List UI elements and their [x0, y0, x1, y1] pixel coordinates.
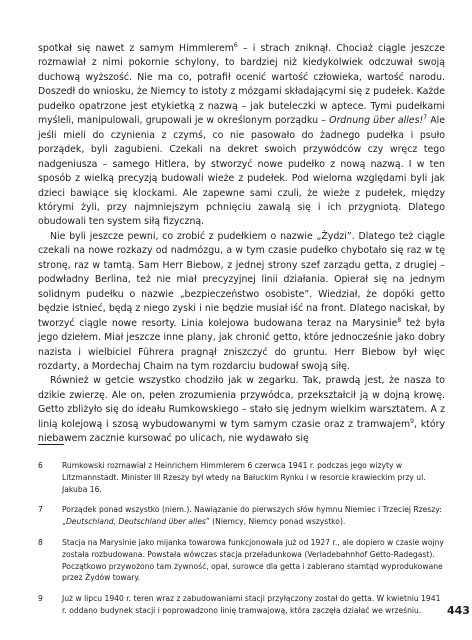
footnote-ref-9: 9	[410, 417, 414, 425]
page-number: 443	[447, 604, 470, 617]
footnote-6	[38, 460, 445, 495]
footnote-ref-7: 7	[423, 114, 428, 122]
footnote-text: Rumkowski rozmawiał z Heinrichem Himmlerem 6 czerwca 1941 r. podczas jego wizyty w Litzmannstadt. Minister III Rzeszy był wtedy na Bałuckim Rynku i w resorcie krawieckim przy ul. Jakuba 16.	[62, 461, 426, 494]
paragraph-text: Również w getcie wszystko chodziło jak w zegarku. Tak, prawdą jest, że nasza to dzikie zwierzę. Ale on, pełen zrozumienia przywódca, przekształcił ją w dojną krowę. Getto zbliżyło się do ideału Rumkowskiego – stało się jednym wielkim warsztatem. A z linią kolejową i szosą wybudowanymi w tym samym czasie oraz z tramwajem	[38, 375, 445, 430]
footnote-number: 6	[38, 461, 43, 470]
footnote-ref-6: 6	[233, 41, 238, 49]
paragraph-1	[38, 42, 445, 230]
italic-phrase: Deutschland, Deutschland über alles	[65, 517, 206, 527]
footnote-separator	[38, 444, 64, 445]
footnote-8	[38, 537, 445, 584]
footnote-number: 8	[38, 537, 43, 547]
paragraph-text: spotkał się nawet z samym Himmlerem	[38, 43, 234, 54]
footnote-7	[38, 504, 445, 528]
footnote-number: 9	[38, 594, 43, 604]
paragraph-3	[38, 374, 445, 446]
footnote-number: 7	[38, 505, 43, 515]
footnote-text-part: ” (Niemcy, Niemcy ponad wszystko).	[205, 517, 346, 527]
main-text	[38, 42, 445, 447]
footnote-text: Już w lipcu 1940 r. teren wraz z zabudowaniami stacji przyłączony został do getta. W kwietniu 1941 r. oddano budynek stacji i poprowadzono linię tramwajową, która zaczęła działać we wrześniu.	[62, 594, 441, 615]
footnote-text: Stacja na Marysinie jako mijanka towarowa funkcjonowała już od 1927 r., ale dopiero w czasie wojny została rozbudowana. Powstała wówczas stacja przeładunkowa (Verladebahnhof Getto-Radegast). Początkowo przywożono tam żywność, opał, surowce dla getta i zabierano stamtąd wyprodukowane przez Żydów towary.	[62, 537, 444, 583]
paragraph-text: Nie byli jeszcze pewni, co zrobić z pudełkiem o nazwie „Żydzi”. Dlatego też ciągle czekali na nowe rozkazy od nadmózgu, a w tym czasie pudełko chybotało się raz w tę stronę, raz w tamtą. Sam Herr Biebow, z jednej strony szef zarządu getta, z drugiej – podwładny Berlina, też nie miał precyzyjnej linii działania. Opierał się na jednym solidnym pudełku o nazwie „bezpieczeństwo osobiste”. Wiedział, że dopóki getto będzie istnieć, będą z niego zyski i nie będzie musiał iść na front. Dlatego naciskał, by tworzyć ciągle nowe resorty. Linia kolejowa budowana teraz na Marysinie	[38, 230, 445, 329]
footnote-text-part: Porządek ponad wszystko (niem.). Nawiązanie do pierwszych słów hymnu Niemiec i Trzeciej Rzeszy: „	[62, 505, 442, 527]
paragraph-text: Ale jeśli mieli do czynienia z czymś, co nie pasowało do żadnego pudełka i psuło porządek, byli zagubieni. Czekali na dekret swoich przywódców czy wręcz tego nadgeniusza – samego Hitlera, by stworzyć nowe pudełko z nową nazwą. I w ten sposób z wielką precyzją budowali wieże z pudełek. Pod wieloma względami byli jak dzieci bawiące się klockami. Ale zapewne sami czuli, że wieże z pudełek, między którymi żyli, przy najmniejszym pchnięciu zawalą się i ich przygniotą. Dlatego obudowali ten system siłą fizyczną.	[38, 115, 445, 228]
paragraph-text: – i strach zniknął. Chociaż ciągle jeszcze rozmawiał z nimi pokornie schylony, to bardziej niż kiedykolwiek odczuwał swoją duchową wyższość. Nie ma co, potrafił ocenić wartość człowieka, wartość narodu. Doszedł do wniosku, że Niemcy to istoty z mózgami składającymi się z pudełek. Każde pudełko opatrzone jest etykietką z nazwą – jak buteleczki w aptece. Tymi pudełkami myśleli, manipulowali, grupowali je w określonym porządku –	[38, 43, 446, 127]
footnote-text	[62, 504, 445, 528]
paragraph-text: , który niebawem zacznie kursować po ulicach, nie wydawało się	[38, 418, 445, 445]
italic-phrase: Ordnung über alles!	[329, 115, 424, 127]
paragraph-2	[38, 230, 445, 375]
footnote-ref-8: 8	[397, 316, 402, 324]
footnotes	[38, 460, 445, 626]
footnote-9	[38, 593, 445, 617]
paragraph-text: też była jego dziełem. Miał jeszcze inne plany, jak chronić getto, które jednocześnie jako dobry nazista i wielbiciel Führera pragnął zniszczyć do gruntu. Herr Biebow był więc rozdarty, a Mordechaj Chaim na tym rozdarciu budował swoją siłę.	[38, 317, 445, 372]
